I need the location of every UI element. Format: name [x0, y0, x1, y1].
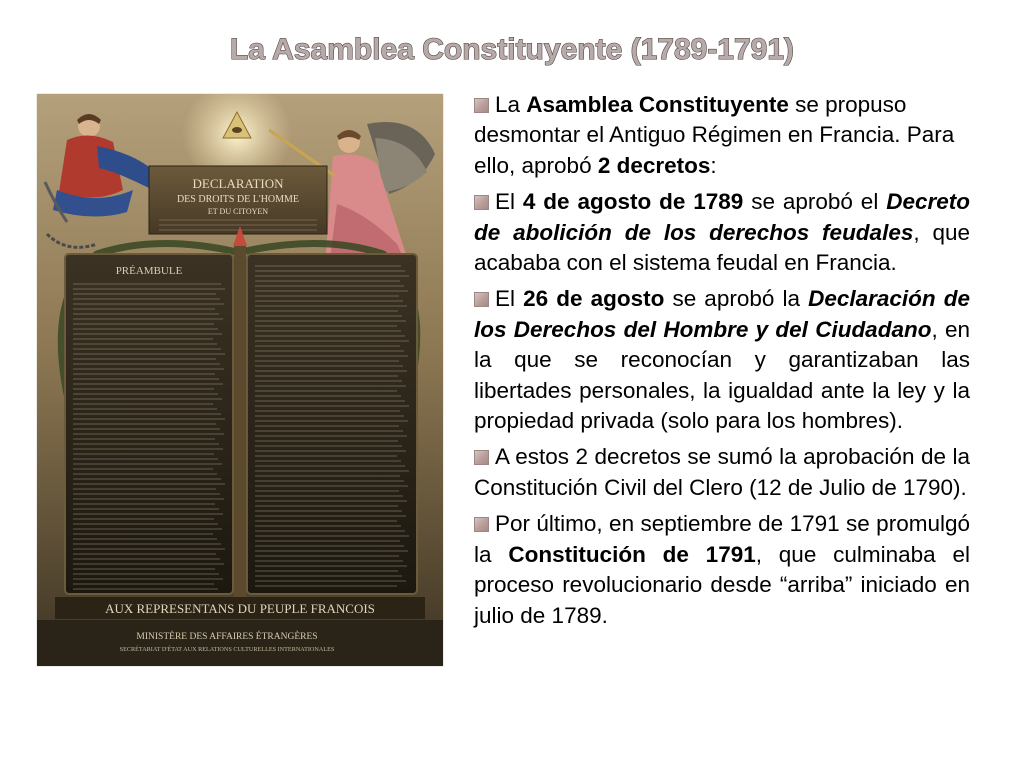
declaration-poster-image	[37, 94, 443, 666]
poster-left-heading: PRÉAMBULE	[115, 265, 183, 277]
bullet-text: , en la que se reconocían y garantizaban las libertades personales, la igualdad ante la ley y la propiedad privada (solo para los hombres).	[474, 316, 970, 434]
bullet-bold-text: 26 de agosto	[523, 286, 665, 312]
law-tablets	[65, 226, 417, 604]
bullet-item	[474, 187, 970, 278]
poster-footer-line2: SECRÉTARIAT D'ÉTAT AUX RELATIONS CULTURELLES INTERNATIONALES	[119, 646, 335, 653]
bullet-text: Por último, en septiembre de 1791 se promulgó la	[474, 511, 970, 567]
bullet-bold-text: 4 de agosto de 1789	[522, 189, 744, 215]
bullet-square-icon	[474, 292, 489, 307]
bullet-item	[474, 442, 970, 503]
bullet-bold-text: Constitución de 1791	[508, 541, 756, 567]
slide-title	[0, 26, 1024, 74]
poster-banner	[55, 597, 425, 619]
poster-header-plaque	[149, 166, 327, 234]
bullet-list	[474, 90, 970, 637]
bullet-square-icon	[474, 517, 489, 532]
bullet-text: , que culminaba el proceso revolucionario desde “arriba” iniciado en julio de 1789.	[474, 541, 971, 628]
poster-banner-text: AUX REPRESENTANS DU PEUPLE FRANCOIS	[105, 601, 375, 616]
bullet-text: se aprobó el	[743, 189, 887, 215]
bullet-text: , que acababa con el sistema feudal en Francia.	[474, 219, 970, 276]
bullet-text: se propuso desmontar el Antiguo Régimen en Francia. Para ello, aprobó	[474, 92, 955, 178]
bullet-emphasis: Declaración de los Derechos del Hombre y del Ciudadano	[474, 286, 970, 342]
poster-footer	[37, 620, 443, 666]
poster-header-line1: DECLARATION	[192, 176, 284, 191]
bullet-text: El	[495, 189, 523, 215]
bullet-text: El	[495, 286, 524, 312]
bullet-item	[474, 509, 970, 631]
bullet-text: :	[710, 152, 717, 178]
bullet-bold-text: 2 decretos	[597, 152, 711, 178]
bullet-emphasis: Decreto de abolición de los derechos feudales	[474, 189, 971, 245]
bullet-text: A estos 2 decretos se sumó la aprobación de la Constitución Civil del Clero (12 de Julio de 1790).	[474, 444, 970, 500]
bullet-square-icon	[474, 98, 489, 113]
bullet-bold-text: Asamblea Constituyente	[526, 92, 789, 117]
bullet-text: La	[495, 92, 527, 117]
poster-footer-line1: MINISTÈRE DES AFFAIRES ÉTRANGÈRES	[136, 632, 318, 642]
bullet-square-icon	[474, 450, 489, 465]
bullet-item	[474, 90, 970, 181]
slide-title-text: La Asamblea Constituyente (1789-1791)	[229, 33, 795, 66]
bullet-square-icon	[474, 195, 489, 210]
poster-header-line3: ET DU CITOYEN	[207, 207, 269, 216]
bullet-item	[474, 284, 970, 436]
poster-header-line2: DES DROITS DE L'HOMME	[176, 194, 300, 205]
bullet-text: se aprobó la	[664, 286, 809, 312]
